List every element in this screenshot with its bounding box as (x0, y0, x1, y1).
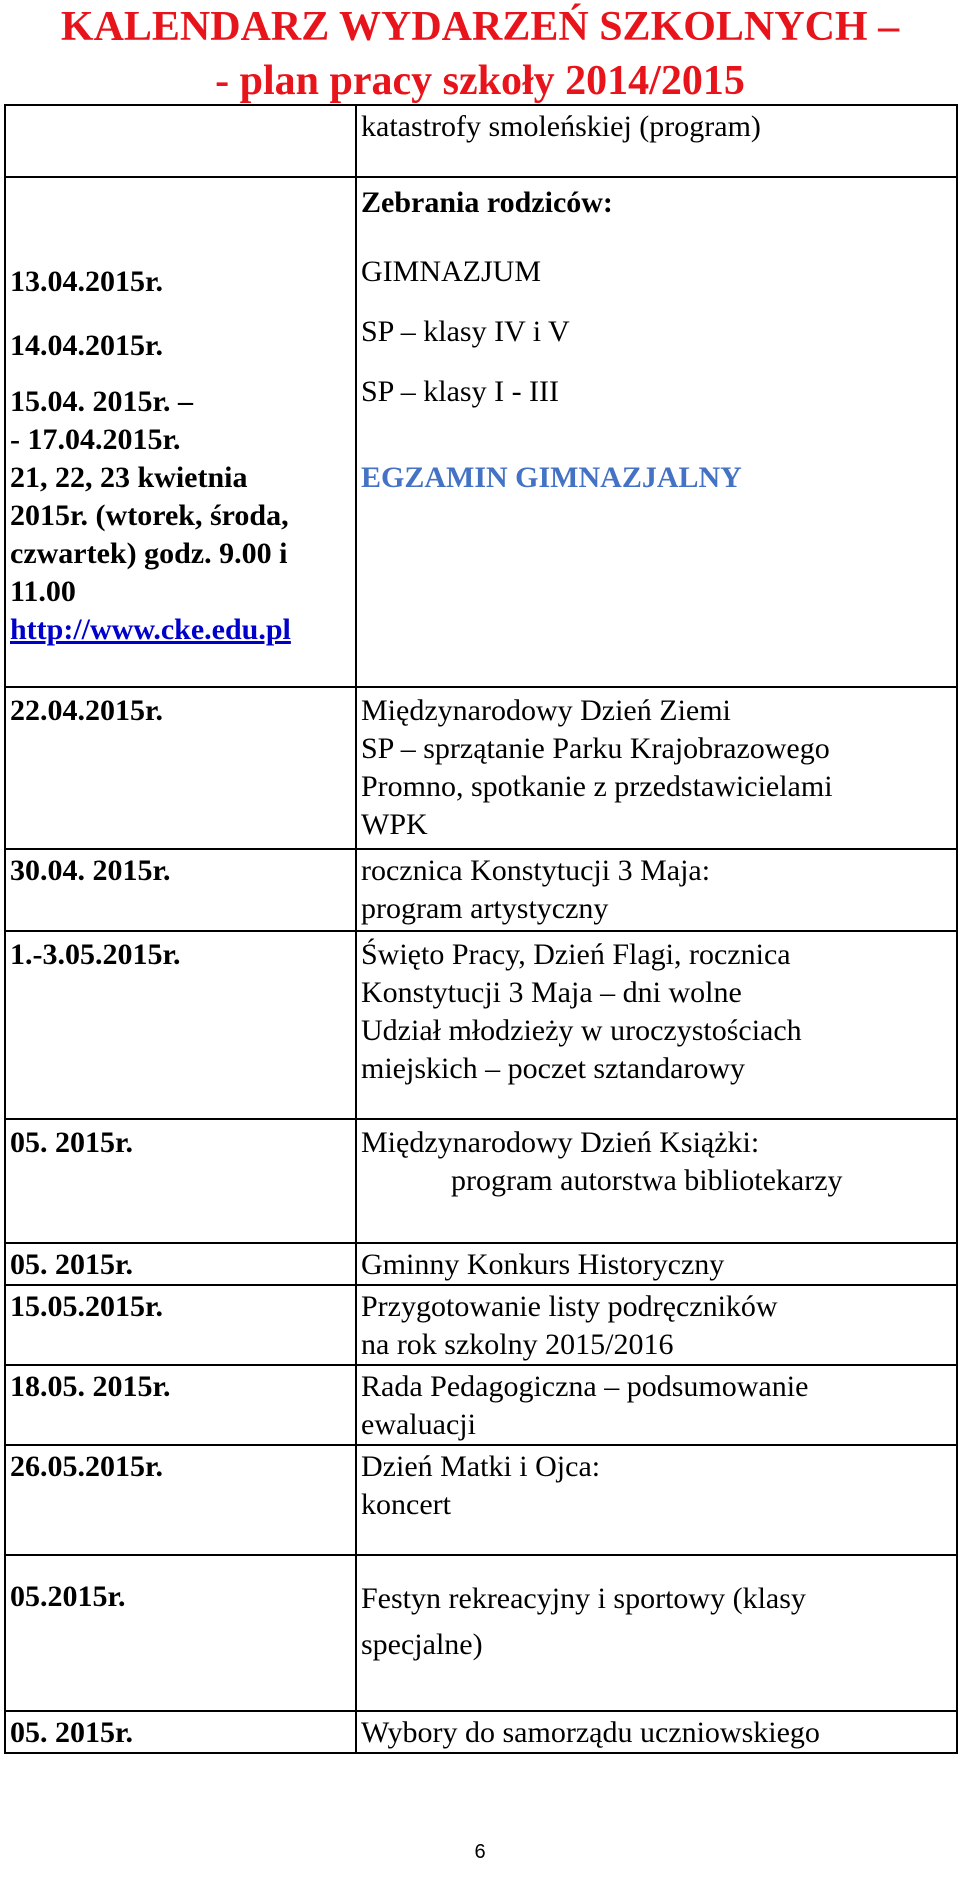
table-row (5, 1285, 957, 1365)
event-cell: Międzynarodowy Dzień Ziemi SP – sprzątanie Parku Krajobrazowego Promno, spotkanie z przedstawicielami WPK (356, 687, 957, 849)
date-cell: 13.04.2015r. (5, 253, 356, 313)
table-row (5, 459, 957, 687)
date-cell: 05. 2015r. (5, 1711, 356, 1753)
cke-website-link[interactable]: http://www.cke.edu.pl (10, 613, 291, 646)
date-cell: 05. 2015r. (5, 1243, 356, 1285)
document-title: KALENDARZ WYDARZEŃ SZKOLNYCH – (60, 4, 900, 50)
date-cell (5, 177, 356, 253)
table-row (5, 313, 957, 373)
date-cell: 18.05. 2015r. (5, 1365, 356, 1445)
event-cell: Międzynarodowy Dzień Książki: program autorstwa bibliotekarzy (356, 1119, 957, 1243)
date-cell (5, 105, 356, 177)
date-cell: 15.05.2015r. (5, 1285, 356, 1365)
page-number: 6 (474, 1841, 486, 1863)
table-row (5, 849, 957, 931)
table-row (5, 373, 957, 459)
event-cell: katastrofy smoleńskiej (program) (356, 105, 957, 177)
event-cell: Święto Pracy, Dzień Flagi, rocznica Konstytucji 3 Maja – dni wolne Udział młodzieży w uroczystościach miejskich – poczet sztandarowy (356, 931, 957, 1119)
table-row (5, 1711, 957, 1753)
table-row (5, 931, 957, 1119)
date-cell: 1.-3.05.2015r. (5, 931, 356, 1119)
event-cell: Gminny Konkurs Historyczny (356, 1243, 957, 1285)
table-row (5, 1555, 957, 1711)
event-cell: SP – klasy I - III (356, 373, 957, 459)
date-cell: 30.04. 2015r. (5, 849, 356, 931)
table-row (5, 1365, 957, 1445)
event-cell: Rada Pedagogiczna – podsumowanie ewaluacji (356, 1365, 957, 1445)
date-cell: 05.2015r. (5, 1555, 356, 1711)
date-cell: 15.04. 2015r. – - 17.04.2015r. (5, 373, 356, 459)
date-cell: 14.04.2015r. (5, 313, 356, 373)
event-cell: Festyn rekreacyjny i sportowy (klasy specjalne) (356, 1555, 957, 1711)
table-row (5, 1119, 957, 1243)
date-cell: 22.04.2015r. (5, 687, 356, 849)
event-cell: SP – klasy IV i V (356, 313, 957, 373)
table-row (5, 1243, 957, 1285)
table-row (5, 105, 957, 177)
table-row (5, 687, 957, 849)
event-cell: Dzień Matki i Ojca: koncert (356, 1445, 957, 1555)
table-row (5, 177, 957, 253)
date-cell: 21, 22, 23 kwietnia 2015r. (wtorek, środa, czwartek) godz. 9.00 i 11.00 http://www.cke.edu.pl (5, 459, 356, 687)
event-cell: EGZAMIN GIMNAZJALNY (356, 459, 957, 687)
document-subtitle: - plan pracy szkoły 2014/2015 (215, 58, 745, 104)
event-cell: rocznica Konstytucji 3 Maja: program artystyczny (356, 849, 957, 931)
event-cell: GIMNAZJUM (356, 253, 957, 313)
event-cell: Zebrania rodziców: (356, 177, 957, 253)
calendar-table (4, 104, 958, 1754)
event-cell: Przygotowanie listy podręczników na rok szkolny 2015/2016 (356, 1285, 957, 1365)
date-cell: 26.05.2015r. (5, 1445, 356, 1555)
table-row (5, 253, 957, 313)
event-cell: Wybory do samorządu uczniowskiego (356, 1711, 957, 1753)
date-cell: 05. 2015r. (5, 1119, 356, 1243)
table-row (5, 1445, 957, 1555)
